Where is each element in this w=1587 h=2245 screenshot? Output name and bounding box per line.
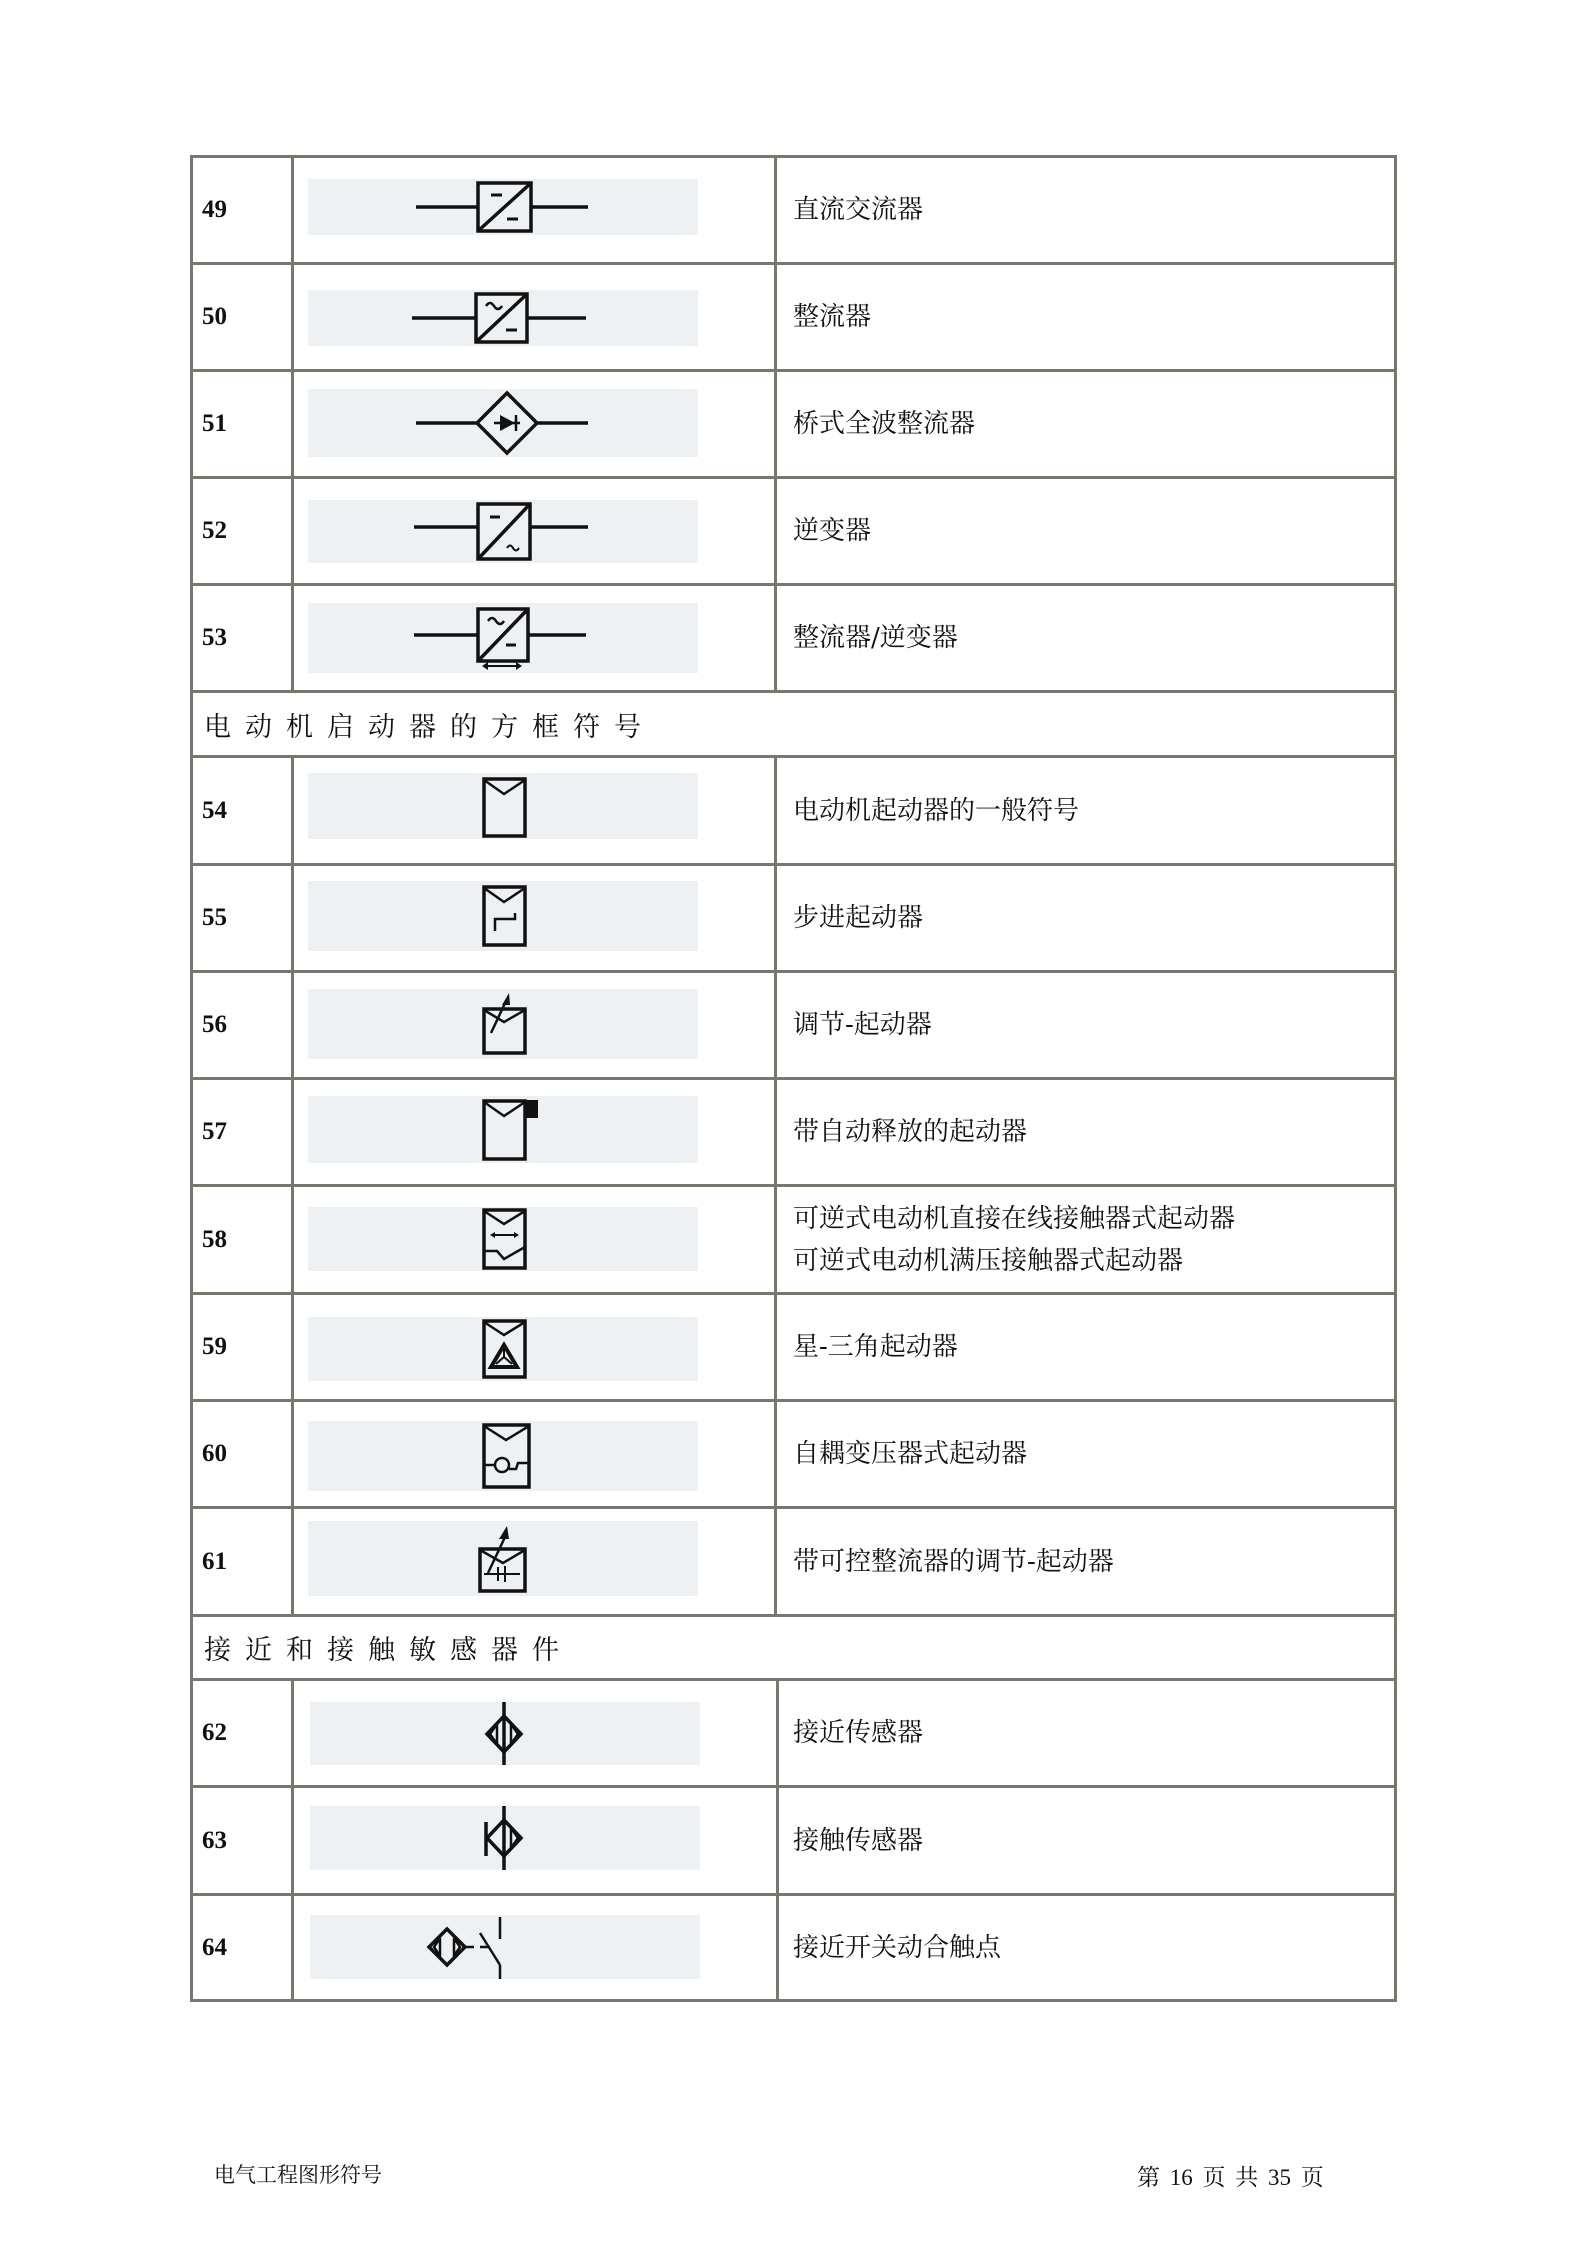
rectifier-icon — [308, 290, 698, 346]
star-delta-starter-icon — [308, 1317, 698, 1381]
row-number: 60 — [193, 1402, 294, 1506]
reversing-starter-icon — [308, 1207, 698, 1271]
section-header — [190, 1614, 1397, 1678]
description-line: 自耦变压器式起动器 — [793, 1439, 1028, 1469]
symbol-cell — [297, 158, 777, 262]
dc-ac-converter-icon — [308, 179, 698, 235]
footer-document-title: 电气工程图形符号 — [214, 2163, 382, 2187]
table-row — [190, 863, 1397, 970]
thyristor-regulating-starter-symbol — [308, 1521, 698, 1596]
description-cell — [780, 1295, 1394, 1399]
description-line: 整流器/逆变器 — [793, 623, 958, 653]
step-starter-icon — [308, 881, 698, 951]
description-line: 桥式全波整流器 — [793, 409, 976, 439]
table-row — [190, 1678, 1397, 1785]
symbol-cell — [297, 758, 777, 863]
row-number: 58 — [193, 1187, 294, 1292]
table-row — [190, 970, 1397, 1077]
symbol-cell — [297, 1080, 777, 1184]
row-number: 54 — [193, 758, 294, 863]
inverter-icon — [308, 500, 698, 563]
description-cell — [780, 1080, 1394, 1184]
description-cell — [780, 1896, 1394, 1999]
row-number: 59 — [193, 1295, 294, 1399]
description-line: 电动机起动器的一般符号 — [793, 795, 1080, 826]
row-number: 64 — [193, 1896, 294, 1999]
symbol-cell — [297, 973, 777, 1077]
symbol-cell — [297, 372, 777, 476]
proximity-sensor-icon — [310, 1702, 700, 1765]
touch-sensor-icon — [310, 1806, 700, 1870]
row-number: 56 — [193, 973, 294, 1077]
symbol-cell — [299, 1896, 779, 1999]
description-cell — [780, 158, 1394, 262]
autotransformer-starter-symbol — [308, 1421, 698, 1491]
table-row — [190, 1893, 1397, 2002]
description-line: 接近开关动合触点 — [793, 1932, 1002, 1963]
table-row — [190, 262, 1397, 369]
description-cell — [780, 973, 1394, 1077]
description-line: 整流器 — [793, 302, 872, 332]
symbol-cell — [299, 1681, 779, 1785]
row-number: 52 — [193, 479, 294, 583]
description-line: 调节-起动器 — [793, 1010, 932, 1040]
symbol-cell — [297, 866, 777, 970]
table-row — [190, 1077, 1397, 1184]
proximity-switch-make-contact-symbol — [310, 1915, 700, 1979]
description-cell — [780, 758, 1394, 863]
description-line: 带可控整流器的调节-起动器 — [793, 1546, 1114, 1577]
step-starter-symbol — [308, 881, 698, 951]
description-cell — [780, 479, 1394, 583]
regulating-starter-icon — [308, 989, 698, 1059]
symbol-cell — [297, 1295, 777, 1399]
table-row — [190, 369, 1397, 476]
auto-release-starter-icon — [308, 1096, 698, 1163]
thyristor-starter-icon — [308, 1521, 698, 1596]
description-line: 步进起动器 — [793, 903, 924, 933]
row-number: 50 — [193, 265, 294, 369]
description-line: 直流交流器 — [793, 195, 924, 225]
row-number: 53 — [193, 586, 294, 690]
description-cell — [780, 1402, 1394, 1506]
inverter-symbol — [308, 500, 698, 563]
touch-sensor-symbol — [310, 1806, 700, 1870]
table-row — [190, 1184, 1397, 1292]
symbol-cell — [299, 1788, 779, 1893]
symbol-cell — [297, 586, 777, 690]
row-number: 55 — [193, 866, 294, 970]
description-line: 星-三角起动器 — [793, 1332, 958, 1362]
row-number: 51 — [193, 372, 294, 476]
table-row — [190, 1506, 1397, 1614]
section-title: 接近和接触敏感器件 — [204, 1635, 573, 1666]
table-row — [190, 1785, 1397, 1893]
regulating-starter-symbol — [308, 989, 698, 1059]
rectifier-symbol — [308, 290, 698, 346]
row-number: 63 — [193, 1788, 294, 1893]
symbol-cell — [297, 265, 777, 369]
proximity-switch-icon — [310, 1915, 700, 1979]
description-line: 带自动释放的起动器 — [793, 1117, 1028, 1147]
symbol-cell — [297, 1187, 777, 1292]
footer-page-indicator: 第 16 页 共 35 页 — [1137, 2165, 1324, 2190]
star-delta-starter-symbol — [308, 1317, 698, 1381]
description-line: 可逆式电动机直接在线接触器式起动器 — [793, 1203, 1236, 1234]
description-cell — [780, 586, 1394, 690]
autotransformer-starter-icon — [308, 1421, 698, 1491]
description-line: 接近传感器 — [793, 1718, 924, 1748]
description-line: 可逆式电动机满压接触器式起动器 — [793, 1245, 1184, 1276]
table-row — [190, 1292, 1397, 1399]
section-title: 电动机启动器的方框符号 — [204, 711, 655, 743]
description-cell — [780, 866, 1394, 970]
description-cell — [780, 1509, 1394, 1614]
description-line: 逆变器 — [793, 516, 872, 546]
proximity-sensor-symbol — [310, 1702, 700, 1765]
row-number: 57 — [193, 1080, 294, 1184]
reversing-dol-starter-symbol — [308, 1207, 698, 1271]
rectifier-inverter-symbol — [308, 603, 698, 673]
table-row — [190, 476, 1397, 583]
table-row — [190, 1399, 1397, 1506]
description-cell — [780, 1681, 1394, 1785]
table-row — [190, 755, 1397, 863]
table-row — [190, 155, 1397, 262]
bridge-full-wave-rectifier-symbol — [308, 389, 698, 457]
description-cell — [780, 372, 1394, 476]
description-cell — [780, 1187, 1394, 1292]
auto-release-starter-symbol — [308, 1096, 698, 1163]
bridge-rectifier-icon — [308, 389, 698, 457]
symbol-cell — [297, 479, 777, 583]
row-number: 49 — [193, 158, 294, 262]
symbol-cell — [297, 1402, 777, 1506]
description-cell — [780, 265, 1394, 369]
description-cell — [780, 1788, 1394, 1893]
description-line: 接触传感器 — [793, 1825, 924, 1856]
section-header — [190, 690, 1397, 755]
table-row — [190, 583, 1397, 690]
rectifier-inverter-icon — [308, 603, 698, 673]
row-number: 62 — [193, 1681, 294, 1785]
row-number: 61 — [193, 1509, 294, 1614]
dc-ac-converter-symbol — [308, 179, 698, 235]
motor-starter-icon — [308, 773, 698, 839]
motor-starter-general-symbol — [308, 773, 698, 839]
symbol-cell — [297, 1509, 777, 1614]
